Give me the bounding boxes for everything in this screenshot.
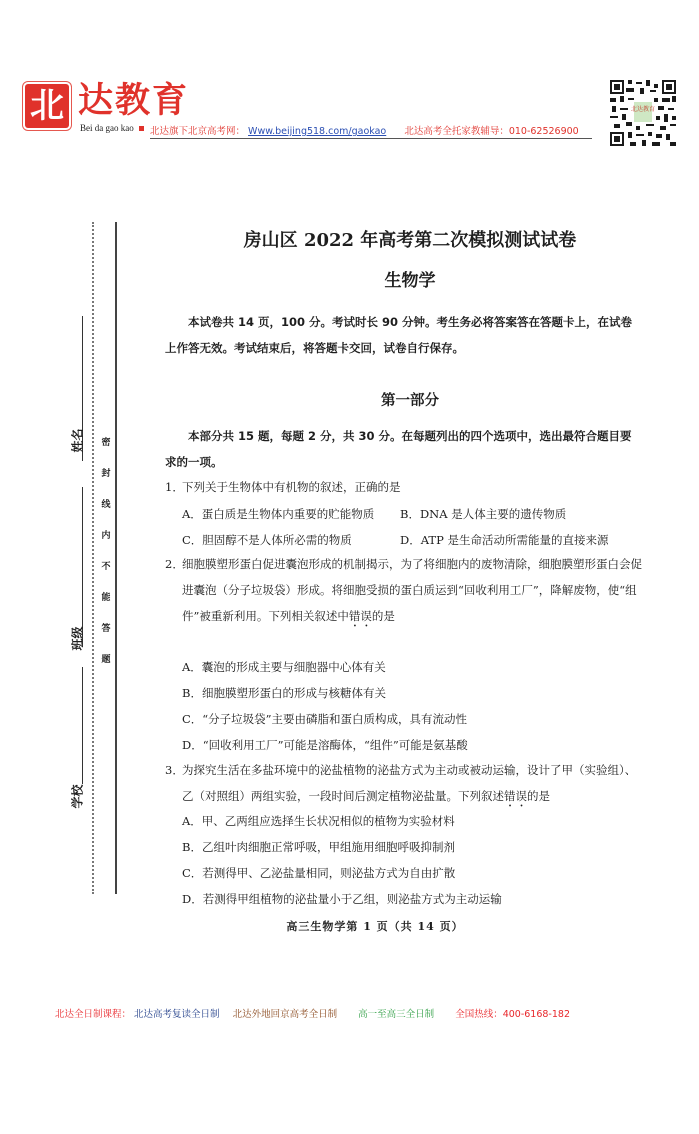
question-3: 3． 为探究生活在多盐环境中的泌盐植物的泌盐方式为主动或被动运输，设计了甲（实验组）、乙（对照组）两组实验，一段时间后测定植物泌盐量。下列叙述错误的是 [165,757,645,810]
seal-char: 线 [101,500,111,510]
logo-pinyin: Bei da gao kao [80,123,134,133]
question-2: 2． 细胞膜塑形蛋白促进囊泡形成的机制揭示，为了将细胞内的废物清除，细胞膜塑形蛋白会促进囊泡（分子垃圾袋）形成。将细胞受损的蛋白质运到“回收利用工厂”，降解废物，使“组件”被重新利用。下列相关叙述中错误的是 [165,551,645,630]
binding-solid-line [115,222,117,894]
section-intro: 本部分共 15 题，每题 2 分，共 30 分。在每题列出的四个选项中，选出最符合题目要求的一项。 [165,429,632,469]
logo-wordmark: 达教育 [78,80,190,121]
seal-char: 不 [101,562,111,572]
hotline: 全国热线：400-6168-182 [455,1009,570,1020]
qr-center-logo: 北达教育 [630,106,656,113]
tutor-contact: 北达高考全托家教辅导：010-62526900 [404,126,579,137]
exam-title: 房山区 2022 年高考第二次模拟测试试卷 [243,230,577,251]
section-title: 第一部分 [381,393,439,409]
seal-char: 密 [101,438,111,448]
logo-seal: 北 [25,84,69,128]
name-label: 姓名 [70,428,85,453]
seal-char: 内 [101,531,111,541]
question-stem: 为探究生活在多盐环境中的泌盐植物的泌盐方式为主动或被动运输，设计了甲（实验组）、乙（对照组）两组实验，一段时间后测定植物泌盐量。下列叙述 [182,763,637,803]
question-number: 2． [165,557,184,571]
option-b[interactable]: B．细胞膜塑形蛋白的形成与核糖体有关 [182,686,386,700]
option-c[interactable]: C．胆固醇不是人体所必需的物质 [182,533,352,547]
option-c[interactable]: C．“分子垃圾袋”主要由磷脂和蛋白质构成，具有流动性 [182,712,468,726]
course-link-grades[interactable]: 高一至高三全日制 [358,1009,435,1020]
school-label: 学校 [70,784,85,809]
seal-char: 封 [101,469,111,479]
course-link-returning[interactable]: 北达外地回京高考全日制 [232,1009,338,1020]
class-label: 班级 [70,626,85,651]
school-fill-line [82,667,83,784]
option-a[interactable]: A．蛋白质是生物体内重要的贮能物质 [182,507,375,521]
seal-char: 题 [101,655,111,665]
qr-code-icon [610,80,676,146]
option-b[interactable]: B．DNA 是人体主要的遗传物质 [400,507,567,521]
option-d[interactable]: D．ATP 是生命活动所需能量的直接来源 [400,533,609,547]
option-c[interactable]: C．若测得甲、乙泌盐量相同，则泌盐方式为自由扩散 [182,866,456,880]
header-links [150,123,579,137]
option-a[interactable]: A．囊泡的形成主要与细胞器中心体有关 [182,660,386,674]
seal-char: 答 [101,624,111,634]
courses-label: 北达全日制课程： [55,1009,132,1020]
option-d[interactable]: D．“回收利用工厂”可能是溶酶体，“组件”可能是氨基酸 [182,738,468,752]
question-1 [165,474,645,500]
seal-char: 能 [101,593,111,603]
site-link[interactable]: Www.beijing518.com/gaokao [248,126,387,137]
emphasis-text: 错误 [504,789,527,803]
option-a[interactable]: A．甲、乙两组应选择生长状况相似的植物为实验材料 [182,814,455,828]
page-number-footer: 高三生物学第 1 页（共 14 页） [286,920,464,933]
option-d[interactable]: D．若测得甲组植物的泌盐量小于乙组，则泌盐方式为主动运输 [182,892,502,906]
header-divider [150,138,592,139]
square-bullet-icon [139,126,144,131]
option-b[interactable]: B．乙组叶肉细胞正常呼吸，甲组施用细胞呼吸抑制剂 [182,840,455,854]
question-number: 1． [165,480,184,494]
exam-instructions: 本试卷共 14 页，100 分。考试时长 90 分钟。考生务必将答案答在答题卡上，在试卷上作答无效。考试结束后，将答题卡交回，试卷自行保存。 [165,315,633,355]
question-stem: 下列关于生物体中有机物的叙述，正确的是 [182,480,401,494]
ad-bar [55,1006,580,1020]
question-number: 3． [165,763,184,777]
question-stem: 细胞膜塑形蛋白促进囊泡形成的机制揭示，为了将细胞内的废物清除，细胞膜塑形蛋白会促进囊泡（分子垃圾袋）形成。将细胞受损的蛋白质运到“回收利用工厂”，降解废物，使“组件”被重新利用。下列相关叙述中 [182,557,642,623]
logo-subtitle [80,123,148,133]
course-link-repeat[interactable]: 北达高考复读全日制 [134,1009,220,1020]
exam-subject: 生物学 [384,271,436,291]
emphasis-text: 错误 [348,609,372,623]
binding-dotted-line [92,222,94,894]
site-label: 北达旗下北京高考网： [150,126,246,137]
